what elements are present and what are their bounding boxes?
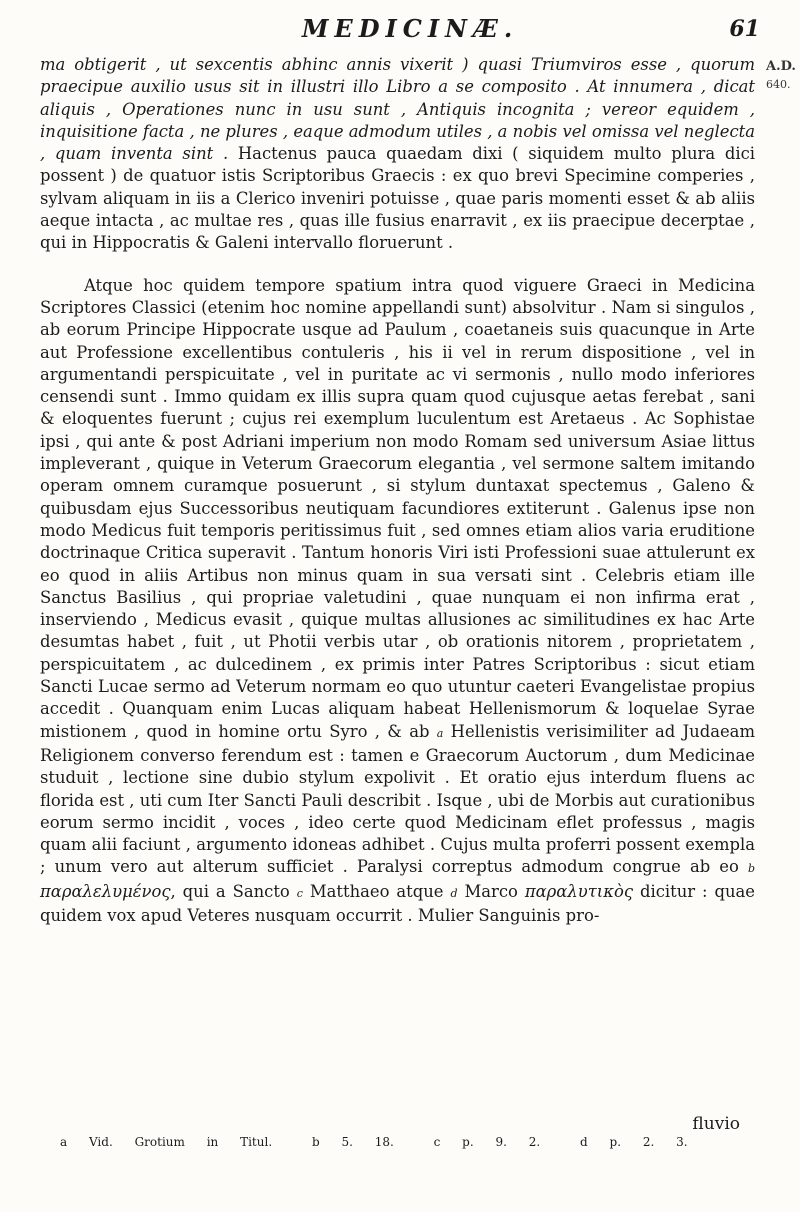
hactenus-sentence: Hactenus pauca quaedam dixi ( siquidem multo plura dici possent ) de quatuor istis Scriptoribus Graecis : ex quo brevi Specimine comperies , sylvam aliquam in iis a Clerico inveniri potuisse , quae paris momenti esset & ab aliis aeque intacta , ac multae res , quas ille fusius enarravit , ex iis praecipue decerptae , qui in Hippocratis & Galeni intervallo floruerunt .	[40, 144, 755, 253]
paragraph-atque	[40, 275, 755, 928]
atque-text-4: Matthaeo atque	[309, 881, 444, 901]
footnotes	[60, 1134, 760, 1150]
page-number: 61	[729, 16, 760, 42]
paragraph-continuation	[40, 54, 755, 255]
atque-text-1: Atque hoc quidem tempore spatium intra quod viguere Graeci in Medicina Scriptores Classici (etenim hoc nomine appellandi sunt) absolvitur . Nam si singulos , ab eorum Principe Hippocrate usque ad Paulum , coaetaneis suis quacunque in Arte aut Professione excellentibus contuleris , his ii vel in rerum dispositione , vel in argumentandi perspicuitate , vel in puritate ac vi sermonis , nullo modo inferiores censendi sunt . Immo quidam ex illis supra quam quod cujusque aetas ferebat , sani & eloquentes fuerunt ; cujus rei exemplum luculentum est Aretaeus . Ac Sophistae ipsi , qui ante & post Adriani imperium non modo Romam sed universum Asiae littus impleverant , quique in Veterum Graecorum elegantia , vel sermone saltem imitando operam omnem curamque posuerunt , si stylum duntaxat spectemus , Galeno & quibusdam ejus Successoribus neutiquam facundiores extiterunt . Galenus ipse non modo Medicus fuit temporis peritissimus fuit , sed omnes etiam alios varia eruditione doctrinaque Critica superavit . Tantum honoris Viri isti Professioni suae attulerunt ex eo quod in aliis Artibus non minus quam in sua versati sint . Celebris etiam ille Sanctus Basilius , qui propriae valetudini , quae nunquam ei non infirma erat , inserviendo , Medicus evasit , quique multas allusiones ac similitudines ex hac Arte desumtas habet , fuit , ut Photii verbis utar , ob orationis nitorem , proprietatem , perspicuitatem , ac dulcedinem , ex primis inter Patres Scriptoribus : sicut etiam Sancti Lucae sermo ad Veterum normam eo quo utuntur caeteri Evangelistae propius accedit . Quanquam enim Lucas aliquam habeat Hellenismorum & loquelae Syrae mistionem , quod in homine ortu Syro , & ab	[40, 275, 755, 741]
footnote-ref-d: d	[450, 886, 458, 900]
running-head: MEDICINÆ.	[301, 14, 519, 43]
footnote-ref-a: a	[436, 726, 444, 740]
atque-text-3: , qui a Sancto	[170, 881, 290, 901]
footnote-c: c p. 9. 2.	[433, 1135, 541, 1149]
greek-word-1: παραλελυμένος	[40, 881, 171, 901]
body-text	[40, 54, 755, 927]
footnote-ref-b: b	[747, 862, 755, 876]
greek-word-2: παραλυτικὸς	[524, 881, 634, 901]
margin-number: 640.	[766, 78, 791, 91]
atque-text-2: Hellenistis verisimiliter ad Judaeam Religionem converso ferendum est : tamen e Graecorum Auctorum , dum Medicinae studuit , lectione sine dubio stylum expolivit . Et oratio ejus interdum fluens ac florida est , uti cum Iter Sancti Pauli describit . Isque , ubi de Morbis aut curationibus eorum sermo incidit , voces , ideo certe quod Medicinam eflet professus , magis quam alii faciunt , argumento idoneas adhibet . Cujus multa proferri possent exempla ; unum vero aut alterum sufficiet . Paralysi correptus admodum congrue ab eo	[40, 721, 755, 877]
atque-text-5: Marco	[464, 881, 518, 901]
continuation-sentence: ma obtigerit , ut sexcentis abhinc annis vixerit ) quasi Triumviros esse , quorum praecipue auxilio usus sit in illustri illo Libro a se composito . At innumera , dicat aliquis , Operationes nunc in usu sunt , Antiquis incognita ; vereor equidem , inquisitione facta , ne plures , eaque admodum utiles , a nobis vel omissa vel neglecta , quam inventa sint .	[40, 55, 755, 164]
footnote-d: d p. 2. 3.	[580, 1135, 688, 1149]
footnote-a: a Vid. Grotium in Titul.	[60, 1135, 273, 1149]
footnote-b: b 5. 18.	[311, 1135, 394, 1149]
margin-year: A.D.	[766, 59, 796, 74]
catchword: fluvio	[692, 1114, 740, 1134]
footnote-ref-c: c	[296, 886, 303, 900]
atque-text-6: dicitur : quae quidem vox apud Veteres nusquam occurrit . Mulier Sanguinis pro-	[40, 881, 755, 925]
page-header	[60, 14, 760, 54]
